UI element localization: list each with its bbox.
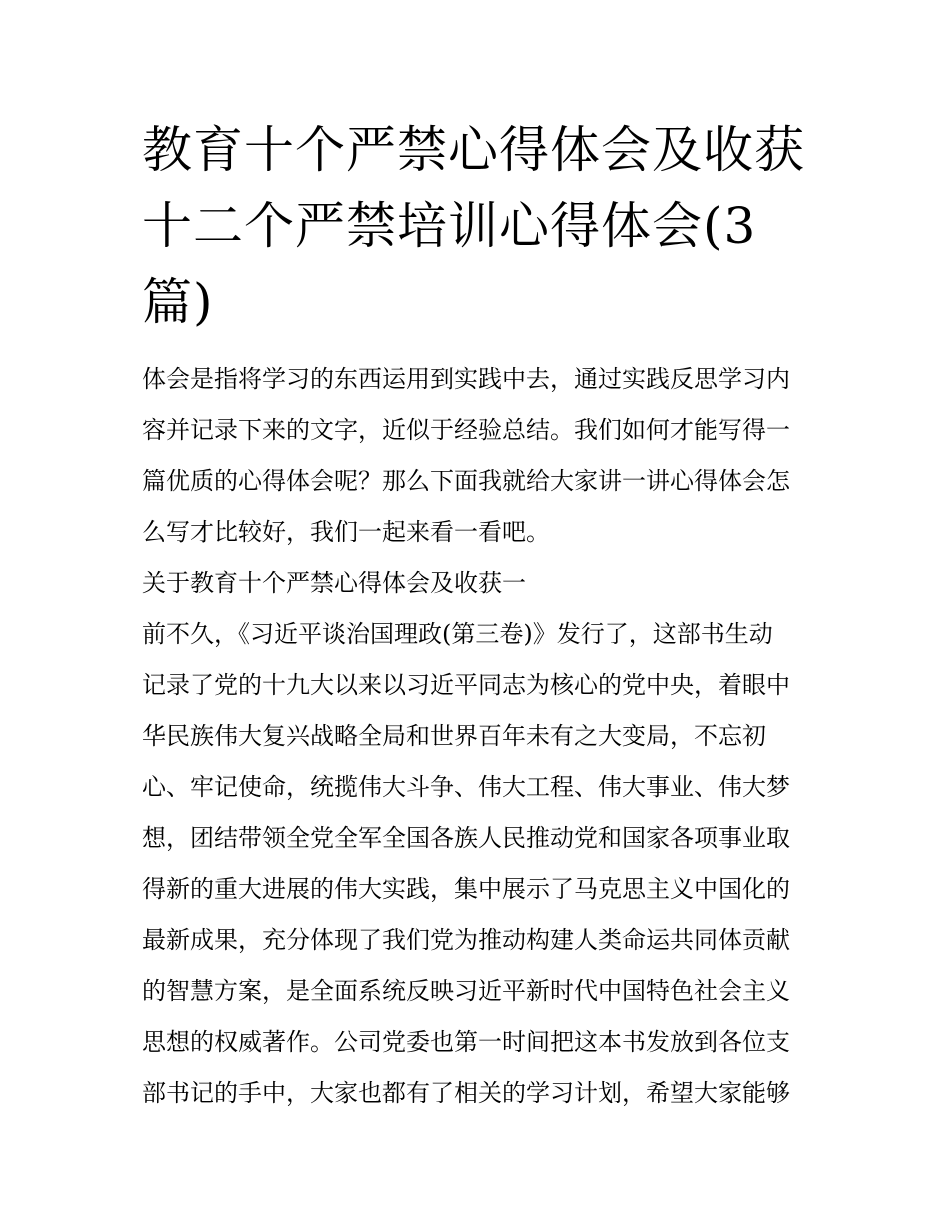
document-body [142, 354, 818, 1119]
intro-line: 篇优质的心得体会呢？那么下面我就给大家讲一讲心得体会怎 [142, 467, 790, 495]
section-line: 想，团结带领全党全军全国各族人民推动党和国家各项事业取 [142, 824, 790, 852]
section-line: 心、牢记使命，统揽伟大斗争、伟大工程、伟大事业、伟大梦 [142, 773, 790, 801]
intro-line: 么写才比较好，我们一起来看一看吧。 [142, 518, 550, 546]
title-line: 教育十个严禁心得体会及收获 [142, 121, 805, 179]
document-title [142, 112, 818, 340]
title-line: 十二个严禁培训心得体会(3 [142, 197, 757, 255]
section-line: 前不久，《习近平谈治国理政(第三卷)》发行了，这部书生动 [142, 620, 773, 648]
section-heading: 关于教育十个严禁心得体会及收获一 [142, 569, 526, 597]
intro-line: 容并记录下来的文字，近似于经验总结。我们如何才能写得一 [142, 416, 790, 444]
document-page [142, 112, 818, 1119]
title-line: 篇) [142, 273, 214, 331]
section-line: 最新成果，充分体现了我们党为推动构建人类命运共同体贡献 [142, 926, 790, 954]
section-line: 华民族伟大复兴战略全局和世界百年未有之大变局，不忘初 [142, 722, 766, 750]
section-line: 思想的权威著作。公司党委也第一时间把这本书发放到各位支 [142, 1028, 790, 1056]
section-line: 记录了党的十九大以来以习近平同志为核心的党中央，着眼中 [142, 671, 790, 699]
section-line: 的智慧方案，是全面系统反映习近平新时代中国特色社会主义 [142, 977, 790, 1005]
intro-line: 体会是指将学习的东西运用到实践中去，通过实践反思学习内 [142, 365, 790, 393]
section-line: 部书记的手中，大家也都有了相关的学习计划，希望大家能够 [142, 1079, 790, 1107]
section-line: 得新的重大进展的伟大实践，集中展示了马克思主义中国化的 [142, 875, 790, 903]
